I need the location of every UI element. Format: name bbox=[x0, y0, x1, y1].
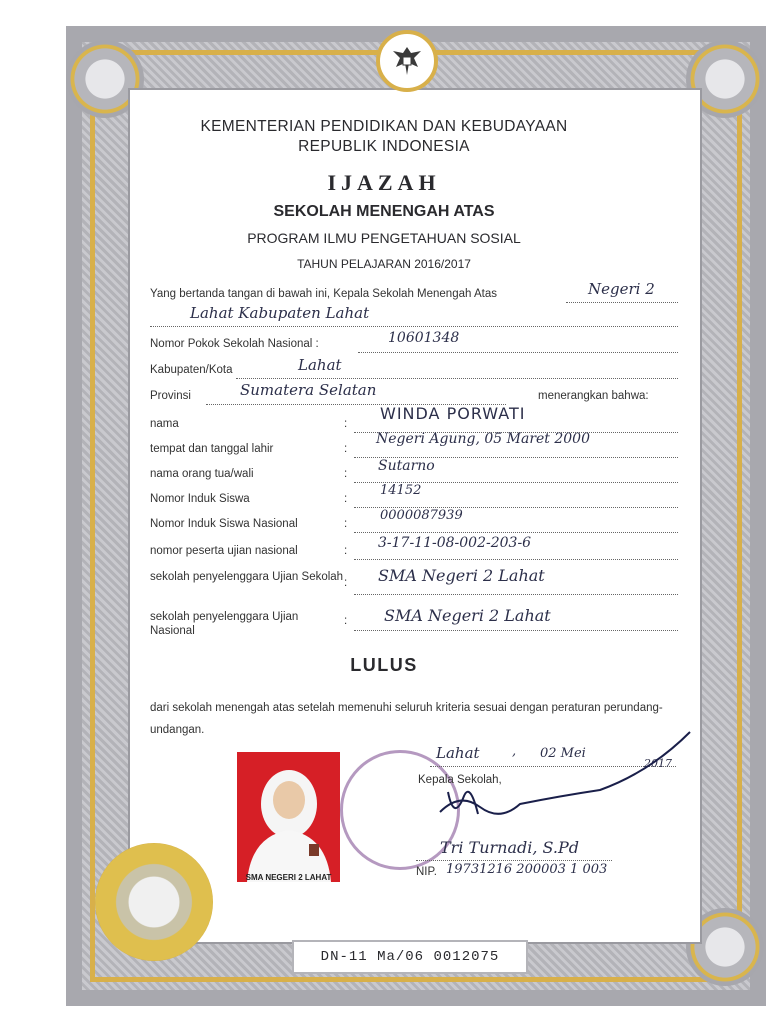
intro-value-school: Negeri 2 bbox=[588, 280, 655, 298]
serial-number-box bbox=[292, 940, 528, 974]
row-value-nisn: 0000087939 bbox=[380, 508, 463, 523]
school-level: SEKOLAH MENENGAH ATAS bbox=[273, 203, 495, 220]
ministry-heading: KEMENTERIAN PENDIDIKAN DAN KEBUDAYAAN bbox=[200, 118, 568, 135]
row-value-ujian-sekolah: SMA Negeri 2 Lahat bbox=[378, 566, 545, 585]
document-title: IJAZAH bbox=[327, 170, 441, 195]
garuda-emblem-icon bbox=[376, 30, 438, 92]
photo-caption: SMA NEGERI 2 LAHAT bbox=[245, 873, 332, 882]
nip-value: 19731216 200003 1 003 bbox=[446, 862, 608, 877]
row-value-ujian-nasional: SMA Negeri 2 Lahat bbox=[384, 606, 551, 625]
signatory-name: Tri Turnadi, S.Pd bbox=[440, 838, 580, 857]
row-label-ujian-nasional: sekolah penyelenggara Ujian Nasional bbox=[150, 611, 299, 637]
program-name: PROGRAM ILMU PENGETAHUAN SOSIAL bbox=[247, 230, 521, 246]
intro-label: Yang bertanda tangan di bawah ini, Kepala Sekolah Menengah Atas bbox=[150, 288, 497, 300]
menerangkan-label: menerangkan bahwa: bbox=[538, 390, 649, 402]
npsn-value: 10601348 bbox=[388, 330, 460, 346]
row-label-nama: nama bbox=[150, 418, 179, 430]
result-statement: dari sekolah menengah atas setelah memenuhi seluruh kriteria sesuai dengan peraturan perundang-undangan. bbox=[150, 702, 663, 736]
student-photo bbox=[237, 752, 340, 882]
provinsi-value: Sumatera Selatan bbox=[240, 381, 377, 399]
academic-year: TAHUN PELAJARAN 2016/2017 bbox=[297, 257, 471, 271]
npsn-label: Nomor Pokok Sekolah Nasional : bbox=[150, 338, 319, 350]
row-value-peserta: 3-17-11-08-002-203-6 bbox=[378, 535, 532, 551]
row-label-nisn: Nomor Induk Siswa Nasional bbox=[150, 518, 298, 530]
republic-heading: REPUBLIK INDONESIA bbox=[298, 138, 470, 155]
row-label-ortu: nama orang tua/wali bbox=[150, 468, 254, 480]
kabupaten-value: Lahat bbox=[298, 356, 342, 374]
row-value-nama: WINDA PORWATI bbox=[380, 404, 526, 423]
signature-scribble bbox=[420, 722, 710, 842]
signature-role: Kepala Sekolah, bbox=[418, 774, 502, 786]
hologram-seal bbox=[95, 843, 213, 961]
row-label-peserta: nomor peserta ujian nasional bbox=[150, 545, 298, 557]
signature-year: 2017 bbox=[644, 757, 672, 770]
row-label-ttl: tempat dan tanggal lahir bbox=[150, 443, 274, 455]
result-status: LULUS bbox=[350, 655, 418, 675]
kabupaten-label: Kabupaten/Kota bbox=[150, 364, 233, 376]
intro-value-location: Lahat Kabupaten Lahat bbox=[190, 304, 370, 322]
nip-label: NIP. bbox=[416, 866, 437, 878]
signature-place: Lahat bbox=[436, 744, 480, 762]
row-label-nis: Nomor Induk Siswa bbox=[150, 493, 250, 505]
serial-number: DN-11 Ma/06 0012075 bbox=[320, 949, 500, 965]
certificate-page: KEMENTERIAN PENDIDIKAN DAN KEBUDAYAAN REPUBLIK INDONESIA IJAZAH SEKOLAH MENENGAH ATAS PROGRAM ILMU PENGETAHUAN SOSIAL TAHUN PELAJARAN 2016/2017 Yang bertanda tangan di bawah ini, Kepala Sekolah Menengah Atas Negeri 2 Lahat Kabupaten Lahat Nomor Pokok Sekolah Nasional : 10601348 Kabupaten/Kota Lahat Provinsi Sumatera Selatan menerangkan bahwa: nama : WINDA PORWATI tempat dan tanggal lahir : Negeri Agung, 05 Maret 2000 nama orang tua/wali : Sutarno Nomor Induk Siswa : 14152 Nomor Induk Siswa Nasional : 0000087939 nomor peserta ujian nasional : 3-17-11-08-002-203-6 sekolah penyelenggara Ujian Sekolah : SMA Negeri 2 Lahat sekolah penyelenggara Ujian Nasional : SMA Negeri 2 Lahat LULUS dari sekolah menengah atas setelah memenuhi seluruh kriteria sesuai dengan peraturan perundang-undangan. SMA NEGERI 2 LAHAT Lahat , 02 Mei 2017 Kepala Sekolah, Tri Turnadi, S.Pd NIP. 19731216 200003 1 003 DN-11 Ma/06 0012075 bbox=[0, 0, 768, 1024]
row-value-ttl: Negeri Agung, 05 Maret 2000 bbox=[376, 431, 590, 447]
row-label-ujian-sekolah: sekolah penyelenggara Ujian Sekolah bbox=[150, 571, 344, 583]
row-value-nis: 14152 bbox=[380, 483, 422, 498]
row-value-ortu: Sutarno bbox=[378, 458, 435, 474]
provinsi-label: Provinsi bbox=[150, 390, 191, 402]
signature-date: 02 Mei bbox=[540, 746, 586, 761]
